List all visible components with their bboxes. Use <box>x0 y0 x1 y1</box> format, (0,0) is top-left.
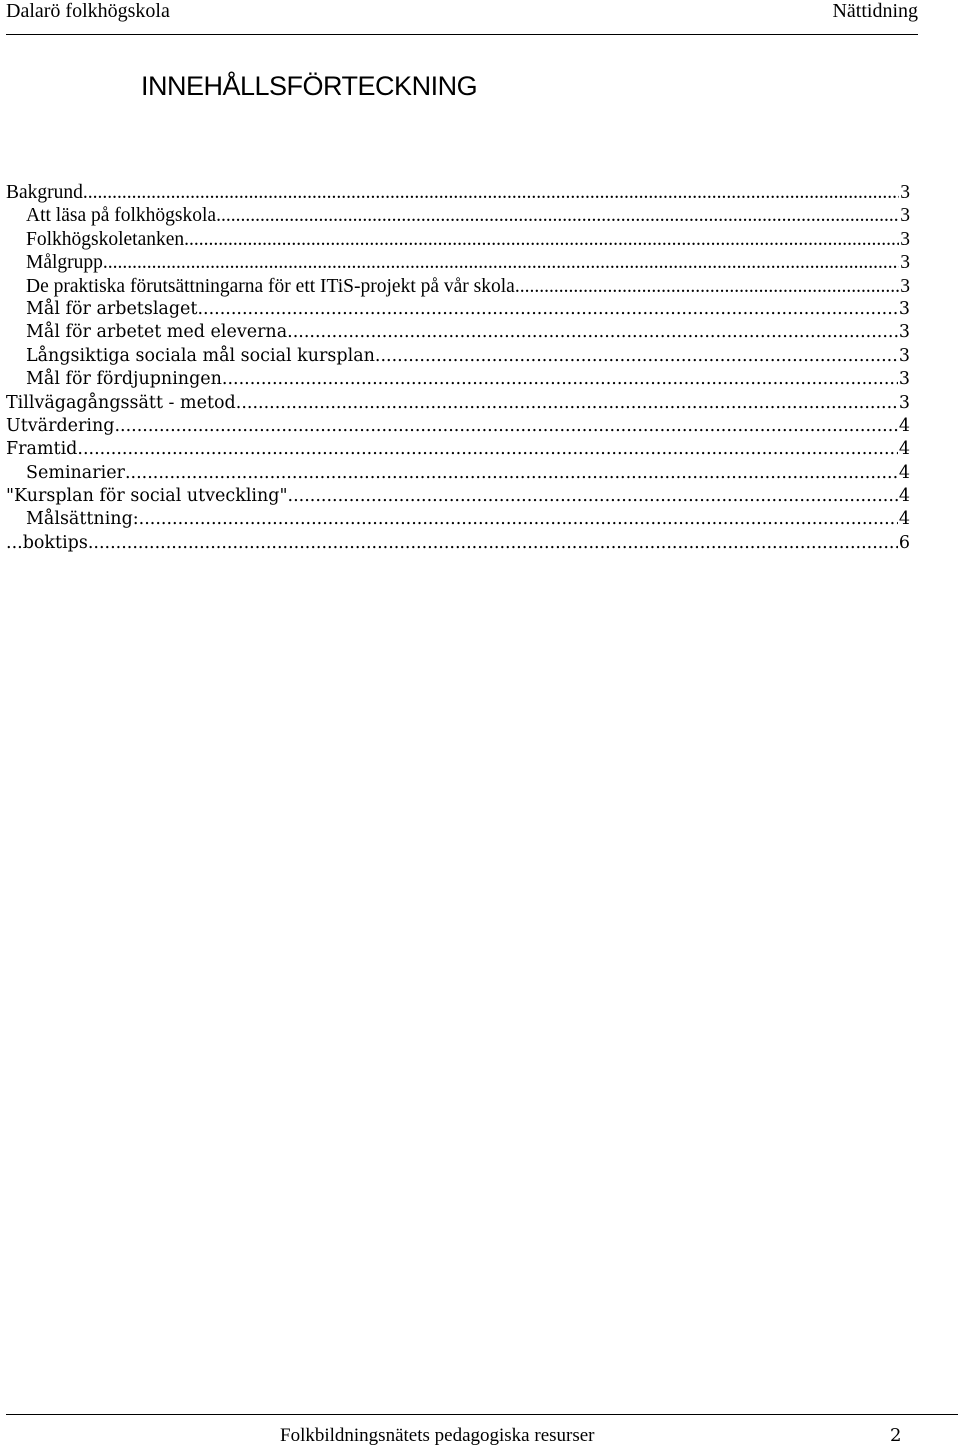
toc-entry-label: Tillvägagångssätt - metod <box>6 392 236 413</box>
toc-leader <box>375 345 898 368</box>
toc-entry-page: 3 <box>900 252 910 274</box>
toc-entry-label: Mål för fördjupningen <box>26 369 222 390</box>
toc-entry-label: Långsiktiga sociala mål social kursplan <box>26 345 375 366</box>
toc-title: INNEHÅLLSFÖRTECKNING <box>141 71 478 101</box>
page-footer <box>6 1414 958 1448</box>
toc-leader <box>287 321 898 344</box>
toc-leader <box>197 298 897 321</box>
toc-leader <box>288 485 898 508</box>
toc-entry-label: Utvärdering <box>6 415 115 436</box>
toc-entry-mal-eleverna[interactable] <box>6 321 910 344</box>
toc-entry-boktips[interactable] <box>6 532 910 555</box>
toc-leader <box>236 392 898 415</box>
toc-entry-page: 3 <box>900 182 910 203</box>
page-header <box>6 0 918 35</box>
toc-leader <box>125 462 898 485</box>
toc-leader <box>83 181 899 204</box>
header-publication-name: Nättidning <box>832 0 918 22</box>
toc-leader <box>88 532 898 555</box>
toc-entry-malgrupp[interactable] <box>6 251 910 274</box>
toc-entry-page: 4 <box>898 415 910 436</box>
toc-entry-page: 4 <box>898 486 910 507</box>
toc-entry-kursplan-social-utveckling[interactable] <box>6 485 910 508</box>
toc-leader <box>184 228 899 251</box>
toc-entry-page: 3 <box>900 205 910 227</box>
toc-entry-page: 3 <box>898 298 910 319</box>
toc-leader <box>139 508 898 531</box>
toc-entry-label: Bakgrund <box>6 182 83 203</box>
toc-entry-page: 4 <box>898 439 910 460</box>
toc-entry-mal-arbetslaget[interactable] <box>6 298 910 321</box>
toc-entry-label: Mål för arbetslaget <box>26 298 198 319</box>
toc-entry-att-lasa[interactable] <box>6 204 910 227</box>
toc-leader <box>114 415 897 438</box>
toc-entry-label: Mål för arbetet med eleverna <box>26 322 288 343</box>
toc-entry-langsiktiga-mal[interactable] <box>6 345 910 368</box>
toc-entry-page: 3 <box>898 369 910 390</box>
toc-leader <box>222 368 898 391</box>
toc-entry-mal-fordjupningen[interactable] <box>6 368 910 391</box>
toc-entry-label: De praktiska förutsättningarna för ett ITiS-projekt på vår skola <box>26 275 515 297</box>
toc-entry-tillvagagangssatt[interactable] <box>6 392 910 415</box>
footer-page-number: 2 <box>890 1425 902 1446</box>
toc-leader <box>103 251 899 274</box>
toc-entry-malsattning[interactable] <box>6 508 910 531</box>
toc-entry-label: Målgrupp <box>26 252 103 274</box>
toc-entry-seminarier[interactable] <box>6 462 910 485</box>
toc-entry-folkhogskoletanken[interactable] <box>6 228 910 251</box>
toc-entry-label: Folkhögskoletanken <box>26 228 185 250</box>
toc-entry-page: 3 <box>898 322 910 343</box>
toc-entry-label: ...boktips <box>6 532 88 553</box>
header-school-name: Dalarö folkhögskola <box>6 0 170 22</box>
toc-leader <box>77 438 897 461</box>
toc-entry-label: Seminarier <box>26 462 125 483</box>
toc-entry-page: 3 <box>900 275 910 297</box>
toc-entry-praktiska-forutsattningar[interactable] <box>6 275 910 298</box>
footer-source: Folkbildningsnätets pedagogiska resurser <box>280 1425 595 1446</box>
toc-entry-label: Målsättning: <box>26 509 139 530</box>
toc-entry-page: 3 <box>898 392 910 413</box>
toc-leader <box>221 204 899 227</box>
toc-entry-framtid[interactable] <box>6 438 910 461</box>
toc-entry-label: Att läsa på folkhögskola. <box>26 205 221 227</box>
toc-entry-page: 3 <box>898 345 910 366</box>
toc-leader <box>515 275 899 298</box>
toc-entry-label: Framtid <box>6 439 78 460</box>
toc-entry-page: 3 <box>900 228 910 250</box>
table-of-contents <box>6 181 910 555</box>
toc-entry-page: 4 <box>898 462 910 483</box>
toc-entry-page: 4 <box>898 509 910 530</box>
toc-entry-utvardering[interactable] <box>6 415 910 438</box>
toc-entry-page: 6 <box>898 532 910 553</box>
toc-entry-label: "Kursplan för social utveckling" <box>6 486 288 507</box>
toc-entry-bakgrund[interactable] <box>6 181 910 204</box>
